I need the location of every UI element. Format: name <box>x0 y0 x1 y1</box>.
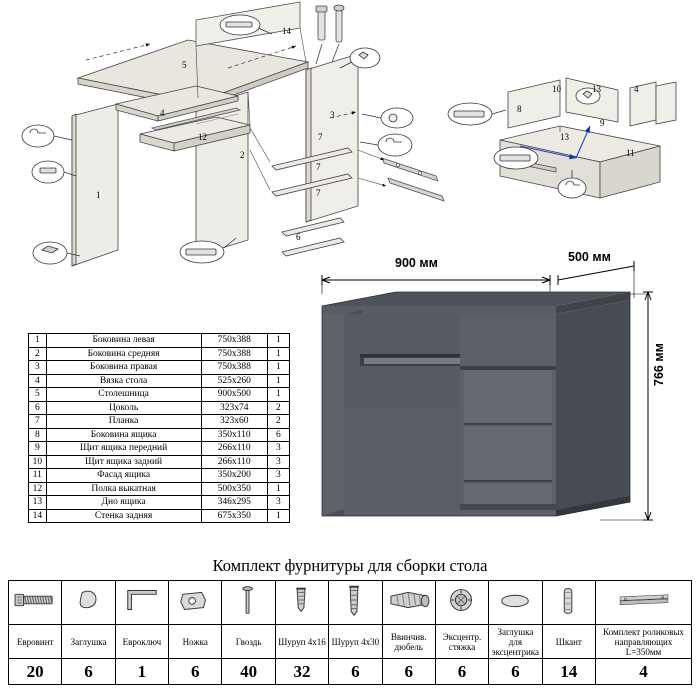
part-qty: 1 <box>267 509 289 523</box>
drawer-runner-right <box>382 158 444 201</box>
table-row <box>29 415 290 429</box>
table-row <box>29 482 290 496</box>
table-row <box>29 334 290 348</box>
table-row <box>29 442 290 456</box>
svg-text:12: 12 <box>198 132 207 142</box>
eccentric-cap-icon <box>489 581 542 625</box>
dimension-width-label: 900 мм <box>395 256 438 270</box>
svg-text:9: 9 <box>600 118 605 128</box>
part-qty: 3 <box>267 469 289 483</box>
hardware-count: 32 <box>275 659 328 685</box>
part-qty: 1 <box>267 347 289 361</box>
hardware-count: 6 <box>329 659 382 685</box>
part-number: 13 <box>29 496 47 510</box>
part-name: Щит ящика задний <box>46 455 201 469</box>
part-qty: 3 <box>267 442 289 456</box>
hardware-count: 4 <box>596 659 692 685</box>
desk-render <box>300 250 700 548</box>
eccentric-tie-icon <box>435 581 488 625</box>
part-size: 750x388 <box>201 334 267 348</box>
part-number: 4 <box>29 374 47 388</box>
part-number: 5 <box>29 388 47 402</box>
hardware-count: 40 <box>222 659 275 685</box>
part-name: Дно ящика <box>46 496 201 510</box>
screw-icons-top <box>316 5 344 64</box>
svg-text:11: 11 <box>626 148 635 158</box>
part-size: 500x350 <box>201 482 267 496</box>
hardware-count: 6 <box>435 659 488 685</box>
part-size: 900x500 <box>201 388 267 402</box>
part-number: 8 <box>29 428 47 442</box>
part-number: 1 <box>29 334 47 348</box>
part-number: 11 <box>29 469 47 483</box>
hardware-count: 6 <box>62 659 115 685</box>
hardware-name: Евроключ <box>115 625 168 659</box>
part-size: 266x110 <box>201 455 267 469</box>
table-row <box>29 509 290 523</box>
hardware-name: Эксцентр. стяжка <box>435 625 488 659</box>
screw-in-dowel-icon <box>382 581 435 625</box>
part-number: 10 <box>29 455 47 469</box>
screw-4x30-icon <box>329 581 382 625</box>
part-number: 2 <box>29 347 47 361</box>
svg-text:7: 7 <box>316 188 321 198</box>
hardware-name: Шкант <box>542 625 595 659</box>
part-number: 3 <box>29 361 47 375</box>
hardware-name: Заглушка для эксцентрика <box>489 625 542 659</box>
part-qty: 1 <box>267 388 289 402</box>
svg-text:1: 1 <box>96 190 101 200</box>
dimension-depth-label: 500 мм <box>568 250 611 264</box>
part-size: 346x295 <box>201 496 267 510</box>
part-size: 525x260 <box>201 374 267 388</box>
part-number: 12 <box>29 482 47 496</box>
cap-plug-icon <box>62 581 115 625</box>
parts-list-table <box>28 333 290 523</box>
hardware-name: Ввинчив. дюбель <box>382 625 435 659</box>
hardware-count: 6 <box>169 659 222 685</box>
hardware-name: Евровинт <box>9 625 62 659</box>
svg-text:3: 3 <box>330 110 335 120</box>
hardware-name: Шуруп 4х30 <box>329 625 382 659</box>
dowel-icon <box>542 581 595 625</box>
part-qty: 1 <box>267 374 289 388</box>
part-size: 266x110 <box>201 442 267 456</box>
hardware-count: 20 <box>9 659 62 685</box>
desk-body <box>322 292 630 516</box>
hardware-count: 14 <box>542 659 595 685</box>
part-size: 350x110 <box>201 428 267 442</box>
part-name: Боковина ящика <box>46 428 201 442</box>
dimension-depth <box>558 261 634 285</box>
part-name: Планка <box>46 415 201 429</box>
exploded-assembly-diagram <box>0 0 700 270</box>
part-name: Полка выкатная <box>46 482 201 496</box>
drawer-fronts <box>464 370 552 506</box>
table-row <box>29 401 290 415</box>
hardware-name: Шуруп 4х16 <box>275 625 328 659</box>
nail-icon <box>222 581 275 625</box>
part-number: 9 <box>29 442 47 456</box>
part-name: Цоколь <box>46 401 201 415</box>
hardware-kit-title: Комплект фурнитуры для сборки стола <box>212 556 488 575</box>
part-number: 7 <box>29 415 47 429</box>
part-left-side-1 <box>72 104 118 266</box>
svg-text:8: 8 <box>517 104 522 114</box>
slide-rails-icon <box>596 581 692 625</box>
svg-text:13: 13 <box>560 132 569 142</box>
hardware-count: 6 <box>489 659 542 685</box>
table-row <box>29 361 290 375</box>
hardware-name: Заглушка <box>62 625 115 659</box>
hardware-name: Комплект роликовых направляющих L=350мм <box>596 625 692 659</box>
part-right-side-3 <box>306 54 358 222</box>
part-name: Стенка задняя <box>46 509 201 523</box>
part-number: 6 <box>29 401 47 415</box>
svg-text:4: 4 <box>160 108 165 118</box>
svg-text:4: 4 <box>634 84 639 94</box>
table-row <box>29 455 290 469</box>
hardware-name: Ножка <box>169 625 222 659</box>
part-name: Вязка стола <box>46 374 201 388</box>
part-size: 750x388 <box>201 361 267 375</box>
svg-text:5: 5 <box>182 60 187 70</box>
part-number: 14 <box>29 509 47 523</box>
part-qty: 6 <box>267 428 289 442</box>
part-qty: 3 <box>267 496 289 510</box>
svg-text:2: 2 <box>240 150 245 160</box>
table-row <box>29 469 290 483</box>
hardware-count: 6 <box>382 659 435 685</box>
table-row <box>29 428 290 442</box>
part-size: 350x200 <box>201 469 267 483</box>
foot-icon <box>169 581 222 625</box>
dimension-width <box>322 275 550 285</box>
part-size: 323x74 <box>201 401 267 415</box>
part-size: 750x388 <box>201 347 267 361</box>
part-name: Боковина средняя <box>46 347 201 361</box>
part-size: 675x350 <box>201 509 267 523</box>
part-name: Фасад ящика <box>46 469 201 483</box>
euro-key-icon <box>115 581 168 625</box>
svg-text:13: 13 <box>592 84 601 94</box>
screw-4x16-icon <box>275 581 328 625</box>
svg-text:10: 10 <box>552 84 561 94</box>
svg-text:6: 6 <box>296 232 301 242</box>
part-name: Боковина правая <box>46 361 201 375</box>
part-name: Столешница <box>46 388 201 402</box>
euro-screw-icon <box>9 581 62 625</box>
part-qty: 2 <box>267 415 289 429</box>
hardware-name: Гвоздь <box>222 625 275 659</box>
table-row <box>29 374 290 388</box>
part-size: 323x60 <box>201 415 267 429</box>
table-row <box>29 388 290 402</box>
hardware-count: 1 <box>115 659 168 685</box>
part-qty: 1 <box>267 334 289 348</box>
table-row <box>29 347 290 361</box>
part-qty: 3 <box>267 455 289 469</box>
part-qty: 1 <box>267 482 289 496</box>
part-qty: 2 <box>267 401 289 415</box>
svg-text:7: 7 <box>316 162 321 172</box>
dimension-height-label: 766 мм <box>652 343 666 386</box>
part-qty: 1 <box>267 361 289 375</box>
part-name: Щит ящика передний <box>46 442 201 456</box>
part-name: Боковина левая <box>46 334 201 348</box>
dimension-height <box>643 292 653 520</box>
table-row <box>29 496 290 510</box>
hardware-kit-table <box>8 580 692 685</box>
svg-text:7: 7 <box>318 132 323 142</box>
svg-text:14: 14 <box>282 26 291 36</box>
